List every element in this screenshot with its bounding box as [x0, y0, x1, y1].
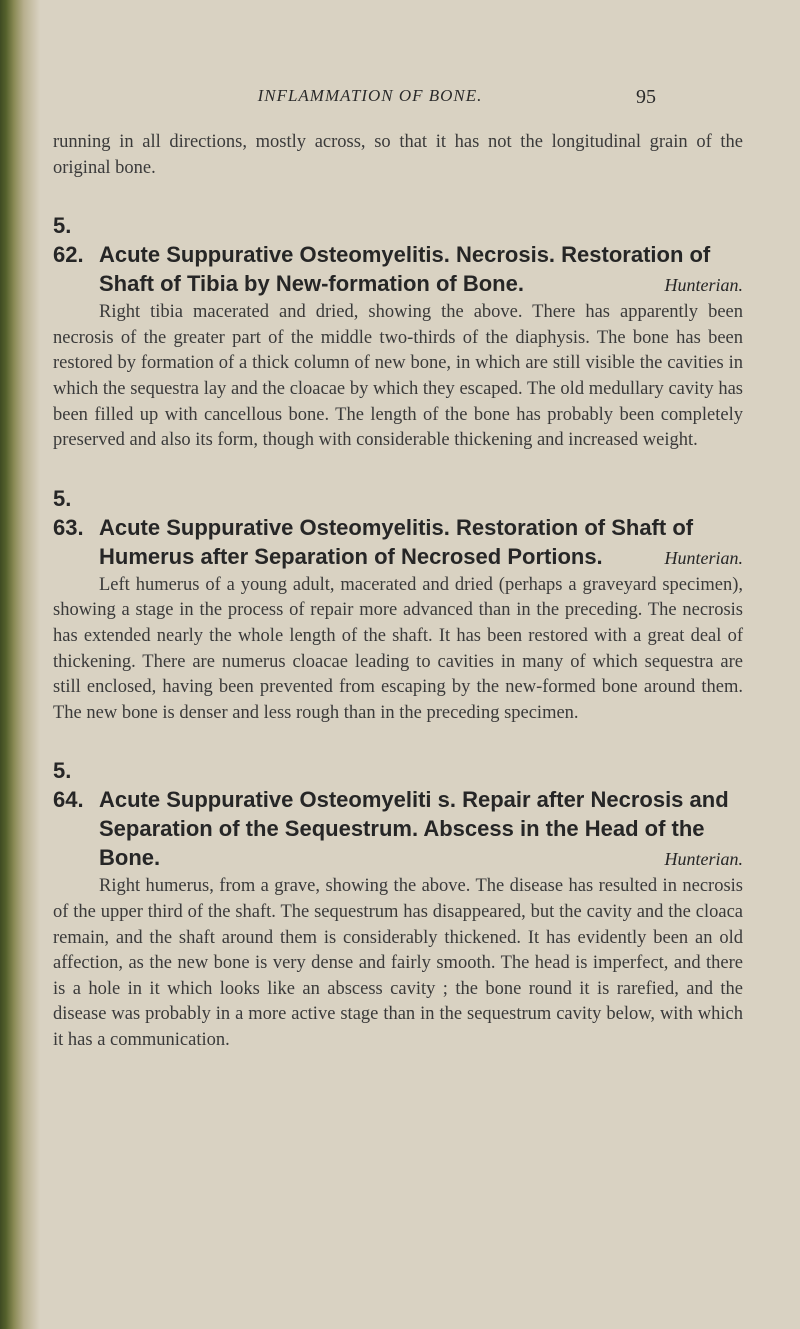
entry-code: 5. 64.: [53, 758, 84, 813]
page-number: 95: [636, 86, 656, 108]
entry-heading: [53, 756, 743, 872]
entry-description: Right humerus, from a grave, showing the above. The disease has resulted in necrosis of the upper third of the shaft. The sequestrum has disappeared, but the cavity and the cloaca remain, and the shaft around them is considerably thickened. It has evidently been an old affection, as the new bone is very dense and fairly smooth. The head is imperfect, and there is a hole in it which looks like an abscess cavity ; the bone round it is rarefied, and the disease was probably in a more active stage than in the sequestrum cavity below, with which it has a communication.: [53, 876, 743, 1050]
entry-title: Acute Suppurative Osteomyeliti s. Repair after Necrosis and Separation of the Sequestrum. Abscess in the Head of the Bone.: [99, 787, 729, 871]
entry-source: Hunterian.: [664, 275, 743, 296]
entry-title: Acute Suppurative Osteomyelitis. Restoration of Shaft of Humerus after Separation of Necrosed Portions.: [99, 514, 694, 569]
catalogue-entry-5-63: [53, 484, 743, 727]
entry-description: Right tibia macerated and dried, showing the above. There has apparently been necrosis of the greater part of the middle two-thirds of the diaphysis. The bone has been restored by formation of a thick column of new bone, in which are still visible the cavities in which the sequestra lay and the cloacae by which they escaped. The old medullary cavity has been filled up with cancellous bone. The length of the bone has probably been completely preserved and also its form, though with considerable thickening and increased weight.: [53, 302, 743, 451]
catalogue-entry-5-64: [53, 756, 743, 1053]
entry-source: Hunterian.: [664, 849, 743, 870]
running-title: INFLAMMATION OF BONE.: [257, 86, 483, 105]
entry-code: 5. 62.: [53, 213, 84, 268]
entry-heading: [53, 211, 743, 298]
entry-title: Acute Suppurative Osteomyelitis. Necrosis. Restoration of Shaft of Tibia by New-formation of Bone.: [99, 242, 711, 297]
entry-description: Left humerus of a young adult, macerated and dried (perhaps a graveyard specimen), showing a stage in the process of repair more advanced than in the preceding. The necrosis has extended nearly the whole length of the shaft. It has been restored with a great deal of thickening. There are numerus cloacae leading to cavities in many of which sequestra are still enclosed, having been prevented from escaping by the new-formed bone around them. The new bone is denser and less rough than in the preceding specimen.: [53, 574, 743, 723]
entry-source: Hunterian.: [664, 547, 743, 568]
catalogue-entry-5-62: [53, 211, 743, 454]
continued-paragraph: running in all directions, mostly across, so that it has not the longitudinal grain of the original bone.: [53, 132, 743, 178]
entry-heading: [53, 484, 743, 571]
page-body: [53, 130, 743, 1053]
entry-code: 5. 63.: [53, 485, 84, 540]
page-binding-edge: [0, 0, 40, 1329]
